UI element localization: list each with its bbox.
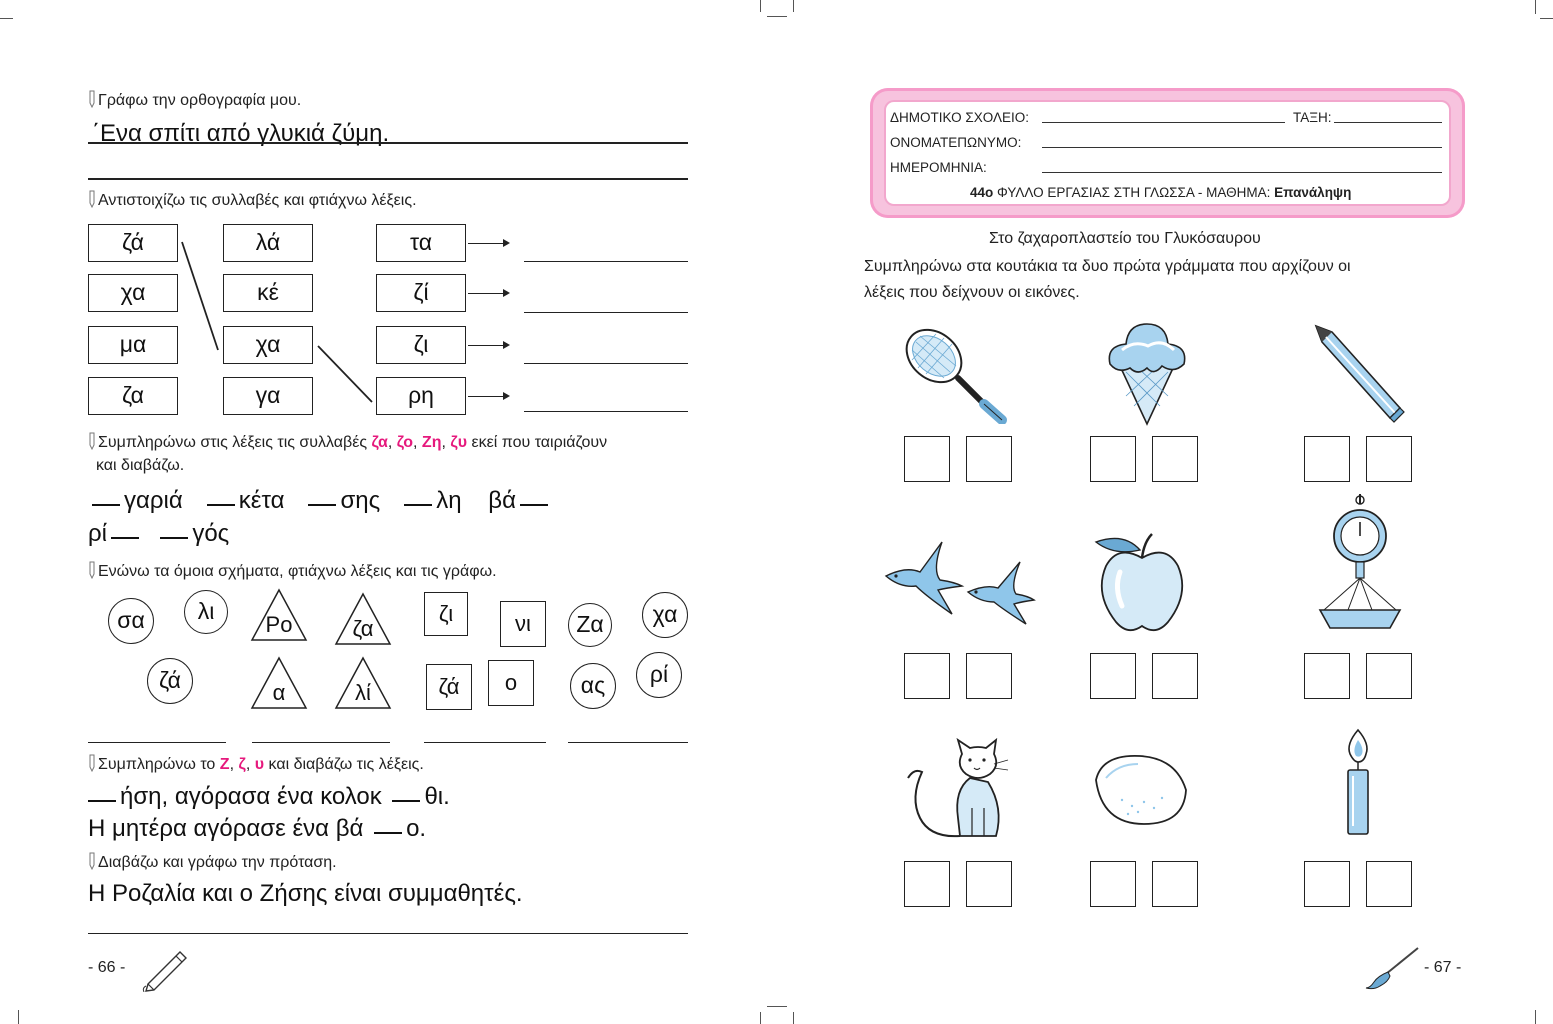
syllable-box: λά <box>223 224 313 262</box>
letter-box[interactable] <box>1304 653 1350 699</box>
fill-blank[interactable] <box>308 504 336 506</box>
racket-icon <box>898 322 1014 424</box>
circle-syllable: ας <box>570 663 616 709</box>
letter-box[interactable] <box>1152 436 1198 482</box>
ex5-instruction: Συμπληρώνω το Ζ, ζ, υ και διαβάζω τις λέξεις. <box>88 754 424 774</box>
matching-lines <box>170 220 390 420</box>
instruction-line1: Συμπληρώνω στα κουτάκια τα δυο πρώτα γράμματα που αρχίζουν οι <box>864 258 1351 275</box>
syllable-box: ζά <box>88 224 178 262</box>
answer-line[interactable] <box>88 742 226 743</box>
ex4-instruction: Ενώνω τα όμοια σχήματα, φτιάχνω λέξεις και τις γράφω. <box>88 561 497 581</box>
circle-syllable: σα <box>108 598 154 644</box>
scale-icon <box>1318 492 1402 638</box>
answer-line[interactable] <box>252 742 390 743</box>
letter-box[interactable] <box>1090 653 1136 699</box>
pencil-icon <box>140 946 192 992</box>
answer-line[interactable] <box>424 742 546 743</box>
arrow <box>468 396 508 397</box>
page-number: - 66 - <box>88 959 126 976</box>
name-field[interactable] <box>1042 147 1442 148</box>
letter-box[interactable] <box>904 861 950 907</box>
letter-box[interactable] <box>1366 653 1412 699</box>
fill-blank[interactable] <box>374 832 402 834</box>
pencil-icon <box>1312 322 1406 424</box>
swallows-icon <box>880 536 1036 626</box>
answer-line[interactable] <box>524 363 688 364</box>
page-title: Στο ζαχαροπλαστείο του Γλυκόσαυρου <box>989 230 1261 247</box>
ex3-words-row1: γαριά κέτα σης λη βά <box>88 487 552 515</box>
syllable-box: μα <box>88 326 178 364</box>
lemon-icon <box>1092 750 1190 828</box>
syllable-box: ζί <box>376 274 466 312</box>
letter-box[interactable] <box>1366 861 1412 907</box>
circle-syllable: ζά <box>147 658 193 704</box>
ice-cream-icon <box>1104 316 1190 428</box>
pencil-icon <box>88 190 96 208</box>
syllable-box: ζα <box>88 377 178 415</box>
cat-icon <box>900 738 1016 842</box>
arrow <box>468 293 508 294</box>
ex3-instruction-line2: και διαβάζω. <box>96 457 185 474</box>
fill-blank[interactable] <box>404 504 432 506</box>
syllable-box: ρη <box>376 377 466 415</box>
letter-box[interactable] <box>1366 436 1412 482</box>
school-field[interactable] <box>1042 122 1285 123</box>
writing-line[interactable] <box>88 933 688 934</box>
candle-icon <box>1338 726 1378 836</box>
letter-box[interactable] <box>1304 436 1350 482</box>
school-label: ΔΗΜΟΤΙΚΟ ΣΧΟΛΕΙΟ: <box>890 110 1029 125</box>
fill-blank[interactable] <box>392 800 420 802</box>
circle-syllable: Ζα <box>568 603 612 647</box>
circle-syllable: λι <box>184 590 228 634</box>
syllable-box: χα <box>223 326 313 364</box>
pencil-icon <box>88 561 96 579</box>
triangle-syllable: Ρο <box>250 588 308 642</box>
letter-box[interactable] <box>1090 861 1136 907</box>
fill-blank[interactable] <box>160 537 188 539</box>
circle-syllable: ρί <box>636 652 682 698</box>
pencil-icon <box>88 432 96 450</box>
fill-blank[interactable] <box>88 800 116 802</box>
ex2-instruction: Αντιστοιχίζω τις συλλαβές και φτιάχνω λέξεις. <box>88 190 417 210</box>
triangle-syllable: α <box>250 656 308 710</box>
pencil-icon <box>88 754 96 772</box>
ex6-sentence: Η Ροζαλία και ο Ζήσης είναι συμμαθητές. <box>88 880 523 907</box>
letter-box[interactable] <box>966 861 1012 907</box>
square-syllable: ο <box>488 660 534 706</box>
answer-line[interactable] <box>568 742 688 743</box>
fill-blank[interactable] <box>111 537 139 539</box>
triangle-syllable: λί <box>334 656 392 710</box>
letter-box[interactable] <box>1152 653 1198 699</box>
square-syllable: ζά <box>426 664 472 710</box>
answer-line[interactable] <box>524 312 688 313</box>
answer-line[interactable] <box>524 411 688 412</box>
ex6-instruction: Διαβάζω και γράφω την πρόταση. <box>88 852 337 872</box>
ex1-sentence: ΄Ενα σπίτι από γλυκιά ζύμη. <box>92 120 390 147</box>
syllable-box: κέ <box>223 274 313 312</box>
circle-syllable: χα <box>642 592 688 638</box>
class-field[interactable] <box>1334 122 1442 123</box>
class-label: ΤΑΞΗ: <box>1293 110 1332 125</box>
apple-icon <box>1090 528 1194 636</box>
square-syllable: ζι <box>424 592 468 636</box>
letter-box[interactable] <box>904 436 950 482</box>
brush-icon <box>1364 946 1420 990</box>
syllable-box: χα <box>88 274 178 312</box>
name-label: ΟΝΟΜΑΤΕΠΩΝΥΜΟ: <box>890 135 1022 150</box>
ex3-instruction: Συμπληρώνω στις λέξεις τις συλλαβές ζα, ζο, Ζη, ζυ εκεί που ταιριάζουν <box>88 432 607 452</box>
syllable-box: γα <box>223 377 313 415</box>
instruction-line2: λέξεις που δείχνουν οι εικόνες. <box>864 284 1080 301</box>
pencil-icon <box>88 90 96 108</box>
arrow <box>468 243 508 244</box>
square-syllable: νι <box>500 601 546 647</box>
letter-box[interactable] <box>904 653 950 699</box>
date-field[interactable] <box>1042 172 1442 173</box>
answer-line[interactable] <box>524 261 688 262</box>
writing-line[interactable] <box>88 178 688 180</box>
letter-box[interactable] <box>1090 436 1136 482</box>
letter-box[interactable] <box>966 436 1012 482</box>
worksheet-subtitle: 44ο ΦΥΛΛΟ ΕΡΓΑΣΙΑΣ ΣΤΗ ΓΛΩΣΣΑ - ΜΑΘΗΜΑ: Επανάληψη <box>970 185 1352 200</box>
date-label: ΗΜΕΡΟΜΗΝΙΑ: <box>890 160 987 175</box>
fill-blank[interactable] <box>92 504 120 506</box>
letter-box[interactable] <box>966 653 1012 699</box>
triangle-syllable: ζα <box>334 592 392 646</box>
writing-line[interactable] <box>88 142 688 144</box>
ex3-words-row2: ρί γός <box>88 520 230 547</box>
arrow <box>468 345 508 346</box>
pencil-icon <box>88 852 96 870</box>
fill-blank[interactable] <box>520 504 548 506</box>
fill-blank[interactable] <box>207 504 235 506</box>
letter-box[interactable] <box>1152 861 1198 907</box>
syllable-box: ζι <box>376 326 466 364</box>
letter-box[interactable] <box>1304 861 1350 907</box>
page-number: - 67 - <box>1424 959 1462 976</box>
syllable-box: τα <box>376 224 466 262</box>
ex5-line1: ήση, αγόρασα ένα κολοκ θι. <box>88 783 450 811</box>
ex1-instruction: Γράφω την ορθογραφία μου. <box>88 90 301 110</box>
ex5-line2: Η μητέρα αγόρασε ένα βά ο. <box>88 815 427 842</box>
